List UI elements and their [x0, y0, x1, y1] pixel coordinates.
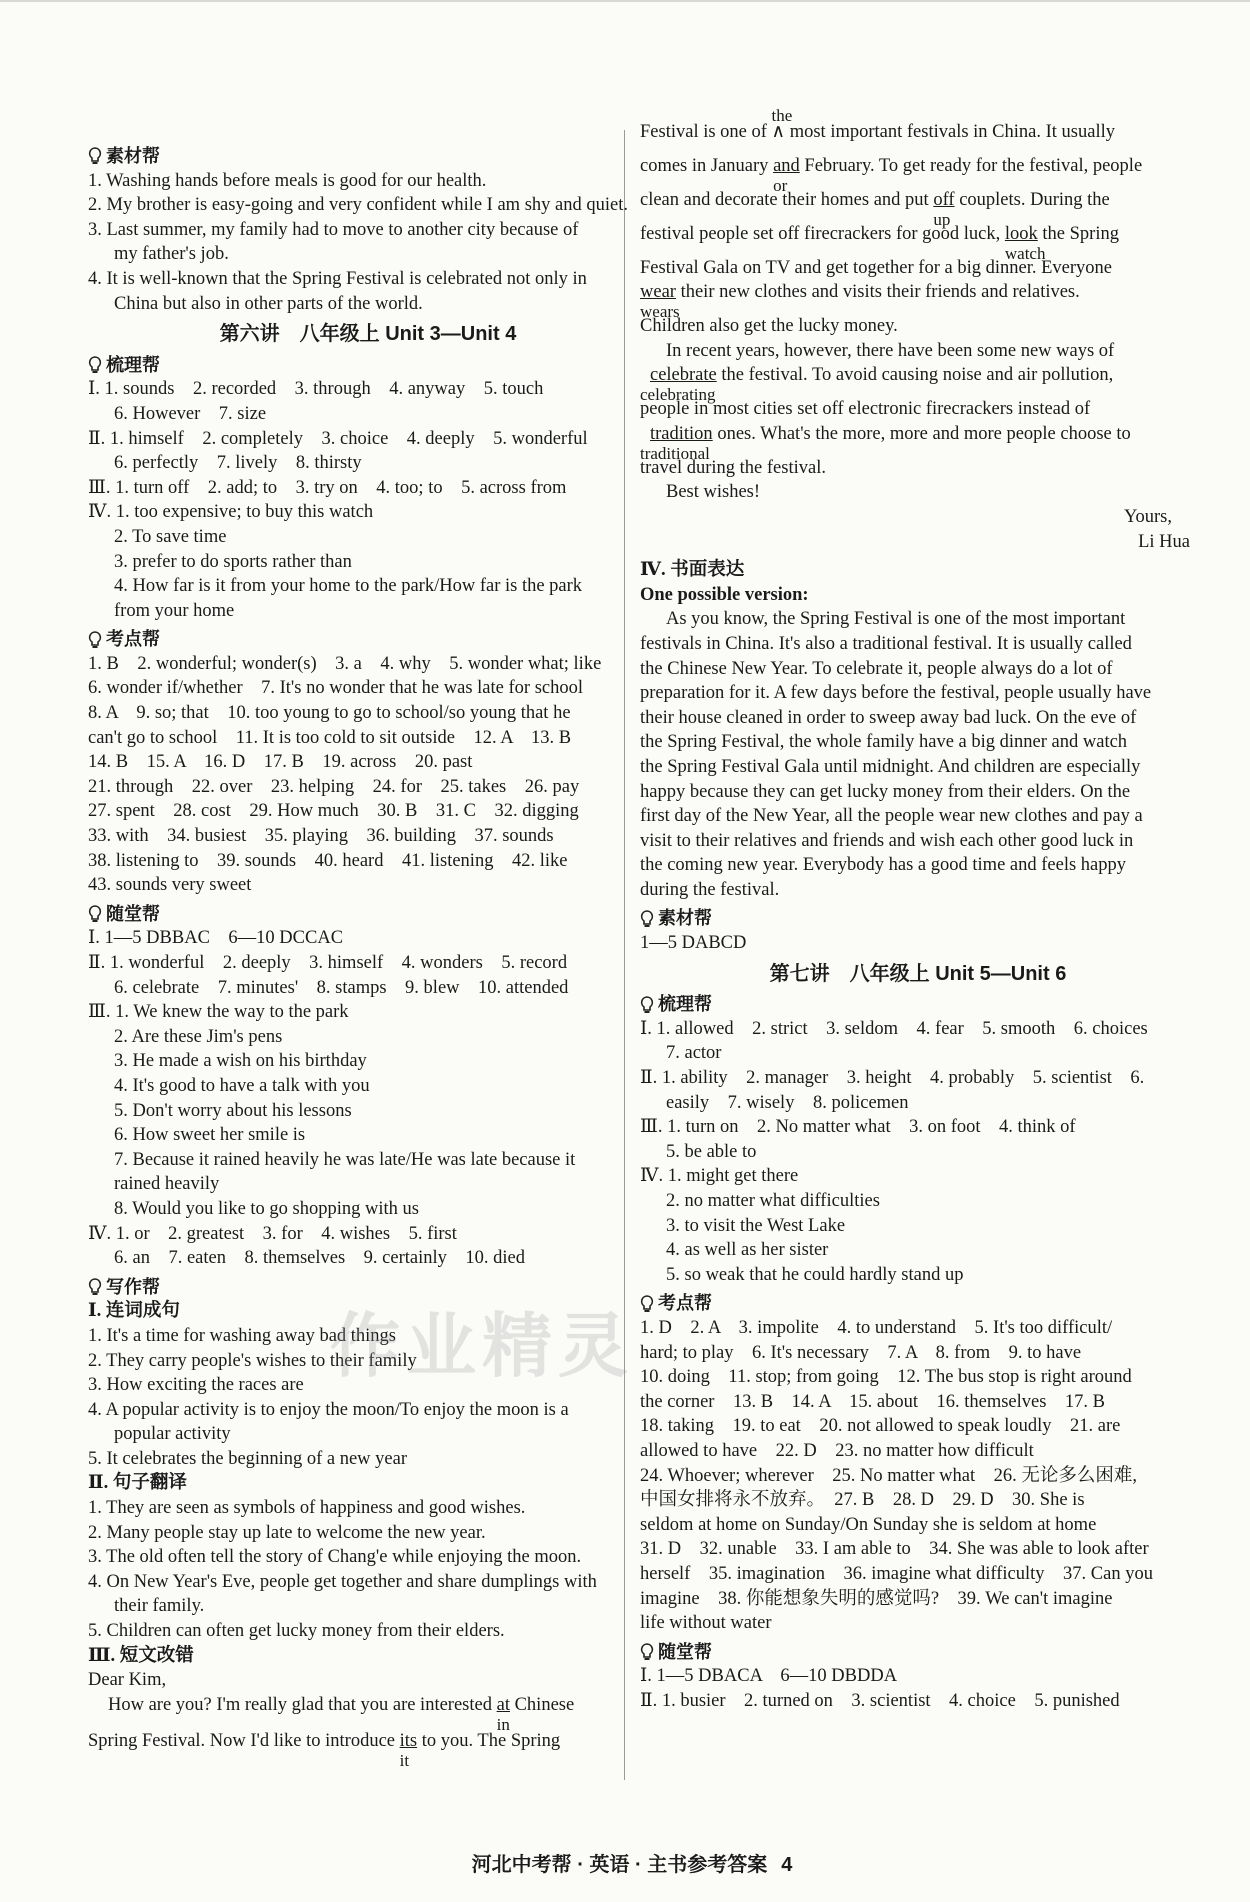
wrong-word: at: [496, 1694, 510, 1715]
fixed-word: celebrating: [640, 385, 716, 405]
answer-line: 中国女排将永不放弃。 27. B 28. D 29. D 30. She is: [640, 1490, 1085, 1511]
wrong-word: look: [1004, 224, 1038, 244]
possible-version-label: One possible version:: [640, 584, 809, 605]
answer-line: 33. with 34. busiest 35. playing 36. building 37. sounds: [88, 826, 554, 847]
answer-line: 1. B 2. wonderful; wonder(s) 3. a 4. why 5. wonder what; like: [88, 653, 602, 674]
correction: [933, 188, 955, 229]
answer-line: 43. sounds very sweet: [88, 875, 252, 896]
section-heading-kaodian: [88, 627, 648, 652]
essay-text: Festival Gala on TV and get together for a big dinner. Everyone: [640, 258, 1112, 278]
version-line: the coming new year. Everybody has a good time and feels happy: [640, 855, 1126, 876]
section-heading-sucai: [88, 144, 648, 169]
essay-line: [640, 280, 1196, 321]
answer-line: 6. However 7. size: [114, 403, 267, 424]
lightbulb-icon: [88, 147, 102, 165]
top-rule: [0, 0, 1250, 2]
insert-mark: ∧: [771, 122, 786, 142]
wrong-word: tradition: [650, 423, 713, 444]
wrong-word: its: [399, 1730, 418, 1751]
answer-line: 5. Don't worry about his lessons: [114, 1100, 352, 1121]
essay-text: ones. What's the more, more and more people choose to: [717, 423, 1131, 444]
right-column: [640, 106, 1196, 1713]
version-line: first day of the New Year, all the people wear new clothes and pay a: [640, 806, 1143, 827]
essay-text: How are you? I'm really glad that you are interested: [108, 1694, 492, 1715]
answer-line: 1. It's a time for washing away bad things: [88, 1325, 397, 1346]
answer-line: 6. How sweet her smile is: [114, 1125, 306, 1146]
answer-line: Ⅰ. 1—5 DBACA 6—10 DBDDA: [640, 1666, 898, 1687]
answer-line: 2. My brother is easy-going and very confident while I am shy and quiet.: [88, 195, 628, 216]
lecture-title: 第七讲 八年级上 Unit 5—Unit 6: [769, 962, 1067, 985]
answer-line: 4. A popular activity is to enjoy the moon/To enjoy the moon is a: [88, 1399, 569, 1420]
section-heading-shuli2: [640, 992, 1196, 1017]
essay-text: Spring Festival. Now I'd like to introduce: [88, 1730, 396, 1751]
answer-line: popular activity: [114, 1424, 231, 1445]
version-line: during the festival.: [640, 879, 780, 900]
answer-line: 5. It celebrates the beginning of a new year: [88, 1448, 407, 1469]
fixed-word: or: [773, 176, 788, 195]
essay-text: the Spring: [1042, 224, 1119, 244]
answer-line: 3. The old often tell the story of Chang'e while enjoying the moon.: [88, 1547, 582, 1568]
fixed-word: traditional: [640, 443, 710, 463]
footer-title: 河北中考帮 · 英语 · 主书参考答案: [471, 1854, 768, 1876]
answer-line: hard; to play 6. It's necessary 7. A 8. from 9. to have: [640, 1342, 1082, 1363]
section-heading-shuli: [88, 353, 648, 378]
heading-text: 梳理帮: [106, 354, 160, 375]
lightbulb-icon: [88, 356, 102, 374]
essay-text: Chinese: [514, 1694, 575, 1715]
answer-line: rained heavily: [114, 1174, 220, 1195]
essay-line: [640, 188, 1196, 229]
correction: [773, 154, 800, 195]
answer-line: the corner 13. B 14. A 15. about 16. themselves 17. B: [640, 1391, 1106, 1412]
heading-text: 梳理帮: [658, 994, 712, 1015]
lightbulb-icon: [88, 631, 102, 649]
essay-text: most important festivals in China. It usually: [789, 122, 1115, 142]
answer-line: 1. Washing hands before meals is good for our health.: [88, 170, 487, 191]
section-heading-sucai2: [640, 906, 1196, 931]
correction: [640, 363, 717, 405]
essay-line: travel during the festival.: [640, 457, 826, 478]
answer-line: 3. Last summer, my family had to move to another city because of: [88, 219, 579, 240]
answer-line: Ⅱ. 1. himself 2. completely 3. choice 4. deeply 5. wonderful: [88, 428, 588, 449]
answer-line: 5. be able to: [666, 1141, 757, 1162]
letter-greeting: Dear Kim,: [88, 1670, 167, 1691]
answer-line: 4. as well as her sister: [666, 1240, 829, 1261]
answer-line: 1—5 DABCD: [640, 933, 747, 954]
answer-line: 5. so weak that he could hardly stand up: [666, 1264, 964, 1285]
lightbulb-icon: [640, 910, 654, 928]
lightbulb-icon: [640, 996, 654, 1014]
correction: [399, 1729, 418, 1770]
answer-line: 1. They are seen as symbols of happiness and good wishes.: [88, 1498, 526, 1519]
essay-text: February. To get ready for the festival, people: [804, 156, 1143, 176]
version-line: festivals in China. It's also a traditional festival. It is usually called: [640, 633, 1132, 654]
essay-text: couplets. During the: [959, 190, 1110, 210]
answer-line: 2. Many people stay up late to welcome the new year.: [88, 1522, 486, 1543]
essay-line: [640, 256, 1196, 280]
answer-line: 14. B 15. A 16. D 17. B 19. across 20. past: [88, 752, 473, 773]
version-line: As you know, the Spring Festival is one of the most important: [666, 609, 1126, 630]
answer-line: Ⅱ. 1. wonderful 2. deeply 3. himself 4. wonders 5. record: [88, 953, 568, 973]
correction: [640, 422, 713, 463]
correction: [1004, 222, 1046, 263]
fixed-word: up: [933, 210, 951, 229]
answer-line: easily 7. wisely 8. policemen: [666, 1092, 909, 1113]
fixed-word: in: [496, 1714, 510, 1734]
answer-line: China but also in other parts of the world.: [114, 293, 423, 314]
wrong-word: celebrate: [650, 365, 717, 386]
answer-line: 10. doing 11. stop; from going 12. The bus stop is right around: [640, 1367, 1132, 1388]
essay-line: [640, 422, 1196, 463]
answer-line: Ⅱ. 1. busier 2. turned on 3. scientist 4. choice 5. punished: [640, 1690, 1120, 1711]
answer-line: Ⅰ. 1—5 DBBAC 6—10 DCCAC: [88, 928, 344, 949]
page-number: 4: [781, 1854, 793, 1876]
answer-line: allowed to have 22. D 23. no matter how difficult: [640, 1440, 1034, 1461]
answer-line: 4. It is well-known that the Spring Festival is celebrated not only in: [88, 268, 587, 289]
fixed-word: it: [399, 1750, 410, 1770]
essay-text: festival people set off firecrackers for good luck,: [640, 224, 1001, 244]
lightbulb-icon: [88, 1278, 102, 1296]
answer-line: 4. How far is it from your home to the park/How far is the park: [114, 576, 583, 597]
lightbulb-icon: [640, 1643, 654, 1661]
essay-line: [88, 1729, 648, 1770]
section-heading-kaodian2: [640, 1291, 1196, 1316]
correction: [496, 1693, 510, 1734]
answer-line: seldom at home on Sunday/On Sunday she is seldom at home: [640, 1514, 1097, 1535]
subsection-title: Ⅰ. 连词成句: [88, 1301, 180, 1322]
heading-text: 考点帮: [106, 629, 160, 650]
left-column: [88, 140, 648, 1770]
letter-yours: Yours,: [1124, 506, 1172, 527]
answer-line: 38. listening to 39. sounds 40. heard 41. listening 42. like: [88, 850, 568, 871]
answer-line: 6. wonder if/whether 7. It's no wonder that he was late for school: [88, 678, 583, 699]
correction: [771, 106, 793, 145]
heading-text: 随堂帮: [658, 1641, 712, 1662]
answer-line: 1. D 2. A 3. impolite 4. to understand 5. It's too difficult/: [640, 1317, 1113, 1338]
heading-text: 素材帮: [658, 908, 712, 929]
answer-line: Ⅱ. 1. ability 2. manager 3. height 4. probably 5. scientist 6.: [640, 1068, 1145, 1089]
essay-text: their new clothes and visits their friends and relatives.: [680, 282, 1080, 302]
answer-line: 18. taking 19. to eat 20. not allowed to speak loudly 21. are: [640, 1416, 1121, 1437]
correction: [640, 280, 680, 321]
answer-line: 6. an 7. eaten 8. themselves 9. certainly 10. died: [114, 1248, 526, 1269]
essay-line: [640, 222, 1196, 263]
version-line: the Spring Festival Gala until midnight. And children are especially: [640, 756, 1141, 777]
watermark: 作业精灵: [330, 1305, 634, 1387]
answer-line: 5. Children can often get lucky money from their elders.: [88, 1621, 505, 1642]
essay-line: [88, 1693, 648, 1734]
wrong-word: and: [773, 156, 800, 176]
essay-line: [640, 154, 1196, 195]
subsection-title: Ⅲ. 短文改错: [88, 1645, 194, 1666]
answer-line: 8. Would you like to go shopping with us: [114, 1198, 419, 1219]
section-heading-suitang2: [640, 1640, 1196, 1665]
answer-line: 2. To save time: [114, 526, 227, 547]
essay-text: comes in January: [640, 156, 769, 176]
answer-line: 24. Whoever; wherever 25. No matter what 26. 无论多么困难,: [640, 1465, 1137, 1486]
section-heading-suitang: [88, 902, 648, 927]
lightbulb-icon: [88, 905, 102, 923]
lecture-title: 第六讲 八年级上 Unit 3—Unit 4: [219, 323, 517, 346]
answer-line: Ⅲ. 1. turn on 2. No matter what 3. on foot 4. think of: [640, 1117, 1076, 1138]
wrong-word: wear: [640, 282, 676, 302]
answer-line: 2. Are these Jim's pens: [114, 1026, 283, 1047]
fixed-word: watch: [1004, 244, 1046, 263]
version-line: preparation for it. A few days before the festival, people usually have: [640, 683, 1152, 704]
answer-line: 3. How exciting the races are: [88, 1375, 304, 1396]
essay-text: clean and decorate their homes and put: [640, 190, 929, 210]
answer-line: 4. It's good to have a talk with you: [114, 1075, 370, 1096]
answer-line: Ⅲ. 1. We knew the way to the park: [88, 1002, 349, 1023]
answer-line: Ⅳ. 1. too expensive; to buy this watch: [88, 502, 374, 523]
essay-text: the festival. To avoid causing noise and air pollution,: [721, 365, 1114, 386]
wrong-word: off: [933, 190, 955, 210]
essay-text: Festival is one of: [640, 122, 767, 142]
answer-line: Ⅳ. 1. or 2. greatest 3. for 4. wishes 5. first: [88, 1223, 457, 1244]
version-line: the Chinese New Year. To celebrate it, people always do a lot of: [640, 658, 1113, 679]
answer-line: 3. He made a wish on his birthday: [114, 1051, 367, 1072]
answer-line: 21. through 22. over 23. helping 24. for 25. takes 26. pay: [88, 776, 580, 797]
essay-text: to you. The Spring: [421, 1730, 561, 1751]
letter-closing: Best wishes!: [666, 482, 761, 503]
version-line: their house cleaned in order to sweep away bad luck. On the eve of: [640, 707, 1137, 728]
answer-line: 2. no matter what difficulties: [666, 1191, 880, 1211]
fixed-word: wears: [640, 302, 680, 321]
essay-line: Children also get the lucky money.: [640, 316, 898, 336]
essay-line: people in most cities set off electronic firecrackers instead of: [640, 399, 1091, 420]
answer-line: 6. perfectly 7. lively 8. thirsty: [114, 453, 362, 474]
answer-line: Ⅲ. 1. turn off 2. add; to 3. try on 4. too; to 5. across from: [88, 477, 567, 498]
answer-line: 4. On New Year's Eve, people get together and share dumplings with: [88, 1571, 597, 1592]
answer-line: life without water: [640, 1613, 772, 1634]
answer-line: Ⅰ. 1. sounds 2. recorded 3. through 4. anyway 5. touch: [88, 379, 544, 400]
page-footer: [0, 1848, 1250, 1877]
answer-line: 31. D 32. unable 33. I am able to 34. She was able to look after: [640, 1539, 1149, 1560]
answer-line: my father's job.: [114, 244, 229, 265]
lightbulb-icon: [640, 1295, 654, 1313]
version-line: visit to their relatives and friends and wish each other good luck in: [640, 830, 1134, 851]
answer-line: 8. A 9. so; that 10. too young to go to school/so young that he: [88, 703, 571, 724]
answer-line: 3. prefer to do sports rather than: [114, 551, 352, 572]
essay-line: [640, 106, 1196, 154]
essay-line: [640, 363, 1196, 405]
subsection-title: Ⅱ. 句子翻译: [88, 1473, 187, 1494]
answer-line: Ⅰ. 1. allowed 2. strict 3. seldom 4. fear 5. smooth 6. choices: [640, 1018, 1148, 1039]
answer-line: their family.: [114, 1596, 205, 1617]
subsection-title: Ⅳ. 书面表达: [640, 560, 745, 581]
fixed-word: the: [771, 106, 793, 125]
essay-line: In recent years, however, there have been some new ways of: [666, 340, 1115, 361]
answer-line: 2. They carry people's wishes to their family: [88, 1350, 417, 1371]
answer-line: herself 35. imagination 36. imagine what difficulty 37. Can you: [640, 1563, 1153, 1584]
answer-line: 27. spent 28. cost 29. How much 30. B 31. C 32. digging: [88, 801, 579, 822]
answer-line: 7. actor: [666, 1043, 722, 1064]
letter-signature: Li Hua: [1138, 531, 1190, 552]
answer-line: from your home: [114, 600, 235, 621]
heading-text: 随堂帮: [106, 903, 160, 924]
answer-line: 3. to visit the West Lake: [666, 1215, 846, 1236]
answer-line: Ⅳ. 1. might get there: [640, 1166, 799, 1187]
version-line: the Spring Festival, the whole family have a big dinner and watch: [640, 732, 1128, 753]
heading-text: 考点帮: [658, 1293, 712, 1314]
version-line: happy because they can get lucky money from their elders. On the: [640, 781, 1131, 802]
answer-line: imagine 38. 你能想象失明的感觉吗? 39. We can't imagine: [640, 1588, 1113, 1609]
heading-text: 写作帮: [106, 1276, 160, 1297]
answer-line: 6. celebrate 7. minutes' 8. stamps 9. blew 10. attended: [114, 977, 569, 998]
answer-line: can't go to school 11. It is too cold to sit outside 12. A 13. B: [88, 727, 572, 748]
heading-text: 素材帮: [106, 146, 160, 166]
answer-line: 7. Because it rained heavily he was late/He was late because it: [114, 1149, 576, 1170]
